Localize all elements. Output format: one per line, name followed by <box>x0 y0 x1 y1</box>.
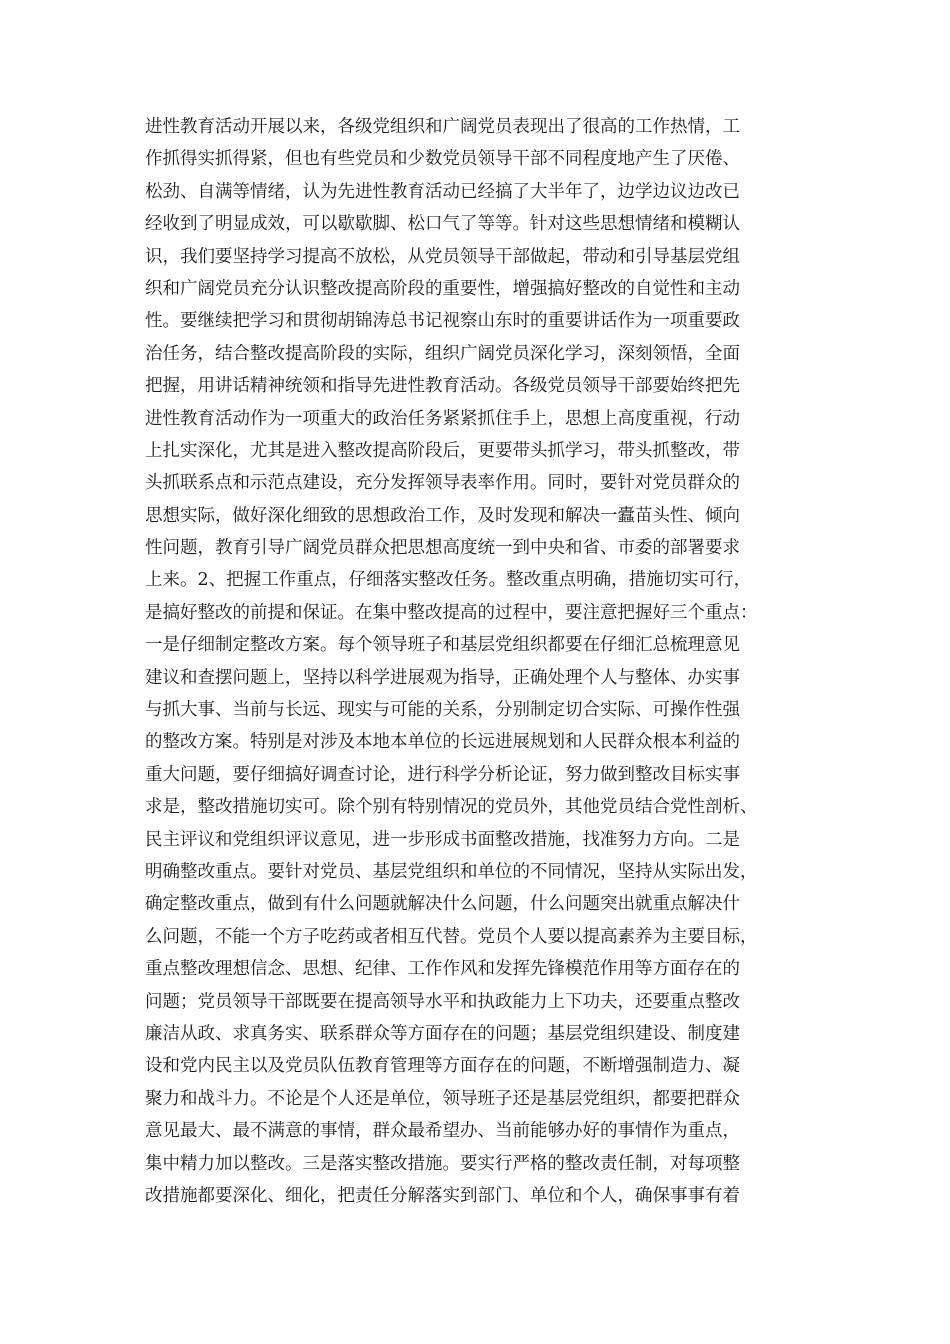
text-line: 改措施都要深化、细化，把责任分解落实到部门、单位和个人，确保事事有着 <box>145 1185 740 1206</box>
text-line: 性问题，教育引导广阔党员群众把思想高度统一到中央和省、市委的部署要求 <box>145 538 740 559</box>
body-text <box>145 111 815 1212</box>
text-line: 问题；党员领导干部既要在提高领导水平和执政能力上下功夫，还要重点整改 <box>145 991 740 1012</box>
text-line: 识，我们要坚持学习提高不放松，从党员领导干部做起，带动和引导基层党组 <box>145 246 740 267</box>
text-line: 治任务，结合整改提高阶段的实际，组织广阔党员深化学习，深刻领悟，全面 <box>145 343 740 364</box>
text-line: 设和党内民主以及党员队伍教育管理等方面存在的问题，不断增强制造力、凝 <box>145 1056 740 1077</box>
text-line: 重大问题，要仔细搞好调查讨论，进行科学分析论证，努力做到整改目标实事 <box>145 764 740 785</box>
text-line: 一是仔细制定整改方案。每个领导班子和基层党组织都要在仔细汇总梳理意见 <box>145 635 740 656</box>
text-line: 集中精力加以整改。三是落实整改措施。要实行严格的整改责任制，对每项整 <box>145 1153 740 1174</box>
text-line: 作抓得实抓得紧，但也有些党员和少数党员领导干部不同程度地产生了厌倦、 <box>145 149 740 170</box>
text-line: 织和广阔党员充分认识整改提高阶段的重要性，增强搞好整改的自觉性和主动 <box>145 278 740 299</box>
text-line: 意见最大、最不满意的事情，群众最希望办、当前能够办好的事情作为重点， <box>145 1121 740 1142</box>
text-line: 么问题，不能一个方子吃药或者相互代替。党员个人要以提高素养为主要目标， <box>145 926 758 947</box>
text-line: 求是，整改措施切实可。除个别有特别情况的党员外，其他党员结合党性剖析、 <box>145 797 758 818</box>
text-line: 上来。2、把握工作重点，仔细落实整改任务。整改重点明确，措施切实可行， <box>145 570 752 591</box>
text-line: 廉洁从政、求真务实、联系群众等方面存在的问题；基层党组织建设、制度建 <box>145 1023 740 1044</box>
text-line: 重点整改理想信念、思想、纪律、工作作风和发挥先锋模范作用等方面存在的 <box>145 959 740 980</box>
text-line: 把握，用讲话精神统领和指导先进性教育活动。各级党员领导干部要始终把先 <box>145 376 740 397</box>
text-line: 民主评议和党组织评议意见，进一步形成书面整改措施，找准努力方向。二是 <box>145 829 740 850</box>
text-line: 建议和查摆问题上，坚持以科学进展观为指导，正确处理个人与整体、办实事 <box>145 667 740 688</box>
text-line: 进性教育活动作为一项重大的政治任务紧紧抓住手上，思想上高度重视，行动 <box>145 408 740 429</box>
text-line: 的整改方案。特别是对涉及本地本单位的长远进展规划和人民群众根本利益的 <box>145 732 740 753</box>
text-line: 经收到了明显成效，可以歇歇脚、松口气了等等。针对这些思想情绪和模糊认 <box>145 214 740 235</box>
text-line: 头抓联系点和示范点建设，充分发挥领导表率作用。同时，要针对党员群众的 <box>145 473 740 494</box>
text-line: 上扎实深化，尤其是进入整改提高阶段后，更要带头抓学习，带头抓整改，带 <box>145 440 740 461</box>
text-line: 聚力和战斗力。不论是个人还是单位，领导班子还是基层党组织，都要把群众 <box>145 1088 740 1109</box>
text-line: 性。要继续把学习和贯彻胡锦涛总书记视察山东时的重要讲话作为一项重要政 <box>145 311 740 332</box>
text-line: 是搞好整改的前提和保证。在集中整改提高的过程中，要注意把握好三个重点： <box>145 602 758 623</box>
text-line: 与抓大事、当前与长远、现实与可能的关系，分别制定切合实际、可操作性强 <box>145 700 740 721</box>
text-line: 进性教育活动开展以来，各级党组织和广阔党员表现出了很高的工作热情，工 <box>145 117 740 137</box>
text-line: 确定整改重点，做到有什么问题就解决什么问题，什么问题突出就重点解决什 <box>145 894 740 915</box>
text-line: 松劲、自满等情绪，认为先进性教育活动已经搞了大半年了，边学边议边改已 <box>145 181 740 202</box>
text-line: 明确整改重点。要针对党员、基层党组织和单位的不同情况，坚持从实际出发， <box>145 861 758 882</box>
text-line: 思想实际，做好深化细致的思想政治工作，及时发现和解决一蠹苗头性、倾向 <box>145 505 740 526</box>
